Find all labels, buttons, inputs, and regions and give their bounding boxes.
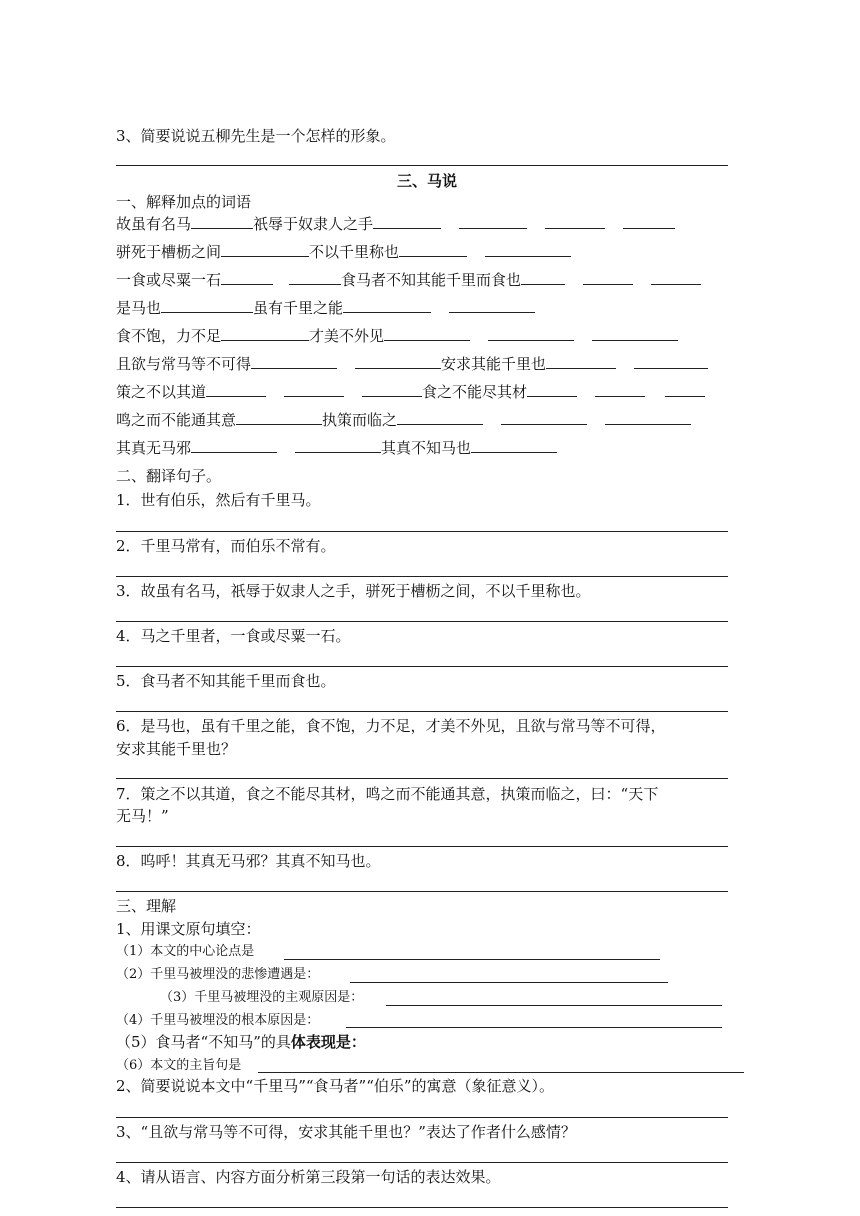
answer-line [116, 165, 728, 166]
translation-item: 1．世有伯乐，然后有千里马。 [116, 491, 321, 509]
answer-line [116, 711, 728, 712]
blank [384, 326, 470, 341]
answer-line [116, 1117, 728, 1118]
blank [527, 382, 577, 397]
translation-item: 7．策之不以其道，食之不能尽其材，鸣之而不能通其意，执策而临之，曰：“天下 [116, 785, 659, 803]
blank [161, 298, 253, 313]
vocab-row [116, 382, 705, 402]
fill-line [284, 959, 660, 960]
question-text: 2、简要说说本文中“千里马”“食马者”“伯乐”的寓意（象征意义）。 [116, 1077, 555, 1095]
phrase: 食马者不知其能千里而食也 [341, 271, 522, 289]
blank [595, 382, 645, 397]
fill-item: （4）千里马被埋没的根本原因是： [116, 1013, 320, 1028]
blank [373, 214, 441, 229]
blank [623, 214, 675, 229]
blank [284, 382, 344, 397]
phrase: 执策而临之 [322, 411, 398, 429]
translation-item: 4．马之千里者，一食或尽粟一石。 [116, 627, 351, 645]
blank [191, 214, 253, 229]
question-text: 4、请从语言、内容方面分析第三段第一句话的表达效果。 [116, 1168, 501, 1186]
blank [545, 214, 605, 229]
phrase: 是马也 [116, 299, 162, 317]
fill-item: （1）本文的中心论点是 [116, 944, 255, 959]
fill-item: （3）千里马被埋没的主观原因是： [160, 990, 364, 1005]
phrase: 才美不外见 [309, 327, 385, 345]
phrase: 策之不以其道 [116, 383, 207, 401]
blank [546, 354, 616, 369]
blank [221, 326, 309, 341]
translation-item: 6．是马也，虽有千里之能，食不饱，力不足，才美不外见，且欲与常马等不可得， [116, 717, 666, 735]
blank [355, 354, 441, 369]
question-text: 1、用课文原句填空： [116, 920, 261, 938]
blank [634, 354, 708, 369]
vocab-row [116, 354, 708, 374]
blank [399, 242, 467, 257]
phrase: 骈死于槽枥之间 [116, 243, 222, 261]
vocab-row [116, 298, 535, 318]
section-heading: 二、翻译句子。 [116, 467, 222, 485]
translation-item-cont: 无马！” [116, 807, 169, 825]
blank [343, 298, 431, 313]
blank [206, 382, 266, 397]
translation-item: 3．故虽有名马，祇辱于奴隶人之手，骈死于槽枥之间，不以千里称也。 [116, 582, 591, 600]
fill-line [258, 1072, 744, 1073]
blank [651, 270, 701, 285]
answer-line [116, 846, 728, 847]
vocab-row [116, 410, 691, 430]
blank [665, 382, 705, 397]
section-heading: 一、解释加点的词语 [116, 193, 252, 211]
blank [605, 410, 691, 425]
answer-line [116, 1207, 728, 1208]
blank [295, 438, 381, 453]
phrase: 一食或尽粟一石 [116, 271, 222, 289]
phrase: 食不饱，力不足 [116, 327, 222, 345]
blank [221, 242, 309, 257]
answer-line [116, 1162, 728, 1163]
phrase: 且欲与常马等不可得 [116, 355, 252, 373]
section-heading: 三、理解 [116, 897, 177, 915]
answer-line [116, 621, 728, 622]
question-text: 3、“且欲与常马等不可得，安求其能千里也？”表达了作者什么感情？ [116, 1123, 576, 1141]
blank [397, 410, 483, 425]
answer-line [116, 531, 728, 532]
blank [289, 270, 341, 285]
vocab-row [116, 242, 571, 262]
translation-item-cont: 安求其能千里也？ [116, 740, 237, 758]
vocab-row [116, 438, 557, 458]
fill-item: （2）千里马被埋没的悲惨遭遇是： [116, 967, 320, 982]
blank [471, 438, 557, 453]
answer-line [116, 778, 728, 779]
phrase: 故虽有名马 [116, 215, 192, 233]
answer-line [116, 666, 728, 667]
blank [488, 326, 574, 341]
blank [485, 242, 571, 257]
vocab-row [116, 326, 678, 346]
phrase: 鸣之而不能通其意 [116, 411, 237, 429]
fill-label-bold: 体表现是： [290, 1033, 366, 1051]
blank [459, 214, 527, 229]
question-text: 3、简要说说五柳先生是一个怎样的形象。 [116, 127, 396, 145]
phrase: 不以千里称也 [309, 243, 400, 261]
vocab-row [116, 270, 701, 290]
fill-line [386, 1005, 722, 1006]
translation-item: 5．食马者不知其能千里而食也。 [116, 672, 336, 690]
blank [521, 270, 565, 285]
blank [583, 270, 633, 285]
page-title: 三、马说 [397, 172, 458, 190]
phrase: 其真不知马也 [381, 439, 472, 457]
phrase: 祇辱于奴隶人之手 [253, 215, 374, 233]
phrase: 食之不能尽其材 [422, 383, 528, 401]
fill-line [350, 982, 668, 983]
blank [501, 410, 587, 425]
vocab-row [116, 214, 675, 234]
answer-line [116, 576, 728, 577]
blank [362, 382, 422, 397]
fill-item [116, 1032, 366, 1052]
answer-line [116, 891, 728, 892]
blank [236, 410, 322, 425]
fill-line [346, 1027, 722, 1028]
translation-item: 8．呜呼！其真无马邪？其真不知马也。 [116, 852, 381, 870]
blank [221, 270, 273, 285]
phrase: 安求其能千里也 [441, 355, 547, 373]
phrase: 虽有千里之能 [253, 299, 344, 317]
blank [449, 298, 535, 313]
translation-item: 2．千里马常有，而伯乐不常有。 [116, 537, 336, 555]
blank [191, 438, 277, 453]
phrase: 其真无马邪 [116, 439, 192, 457]
fill-item: （6）本文的主旨句是 [116, 1058, 242, 1073]
fill-label: （5）食马者“不知马”的具 [116, 1033, 291, 1051]
blank [592, 326, 678, 341]
blank [251, 354, 337, 369]
